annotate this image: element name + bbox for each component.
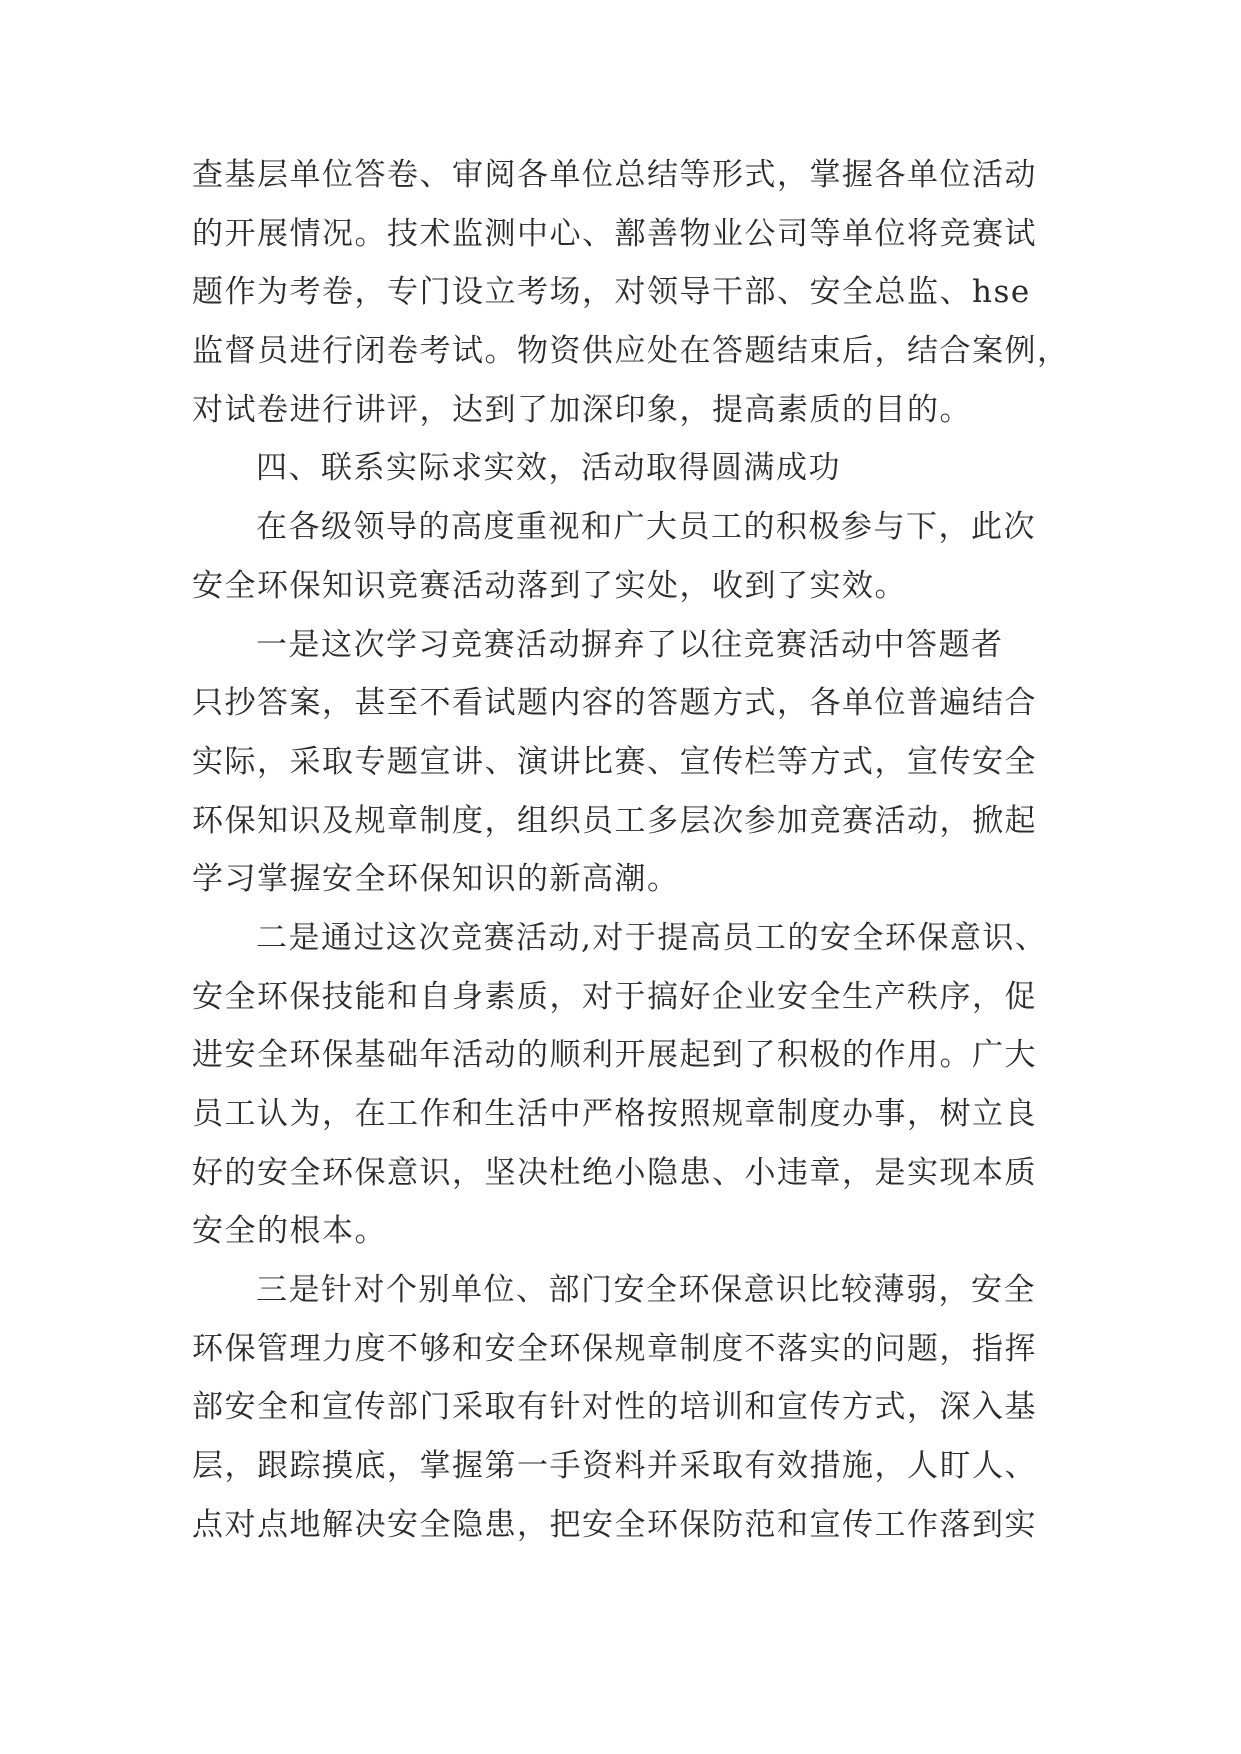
text-line: 安全的根本。	[192, 1213, 387, 1250]
text-line: 在各级领导的高度重视和广大员工的积极参与下，此次	[256, 509, 1036, 546]
text-line: 实际，采取专题宣讲、演讲比赛、宣传栏等方式，宣传安全	[192, 743, 1037, 780]
text-line: 监督员进行闭卷考试。物资供应处在答题结束后，结合案例，	[192, 333, 1070, 370]
text-line: 三是针对个别单位、部门安全环保意识比较薄弱，安全	[256, 1272, 1036, 1309]
text-line: 安全环保技能和自身素质，对于搞好企业安全生产秩序，促	[192, 978, 1037, 1015]
text-line: 环保管理力度不够和安全环保规章制度不落实的问题，指挥	[192, 1330, 1037, 1367]
text-line: 部安全和宣传部门采取有针对性的培训和宣传方式，深入基	[192, 1389, 1037, 1426]
text-line: 题作为考卷，专门设立考场，对领导干部、安全总监、hse	[192, 274, 1031, 311]
text-line: 一是这次学习竞赛活动摒弃了以往竞赛活动中答题者	[256, 626, 1004, 663]
text-line: 进安全环保基础年活动的顺利开展起到了积极的作用。广大	[192, 1037, 1037, 1074]
text-line: 环保知识及规章制度，组织员工多层次参加竞赛活动，掀起	[192, 802, 1037, 839]
text-line: 只抄答案，甚至不看试题内容的答题方式，各单位普遍结合	[192, 685, 1037, 722]
text-line: 二是通过这次竞赛活动,对于提高员工的安全环保意识、	[256, 919, 1048, 956]
text-line: 安全环保知识竞赛活动落到了实处，收到了实效。	[192, 567, 907, 604]
text-line: 对试卷进行讲评，达到了加深印象，提高素质的目的。	[192, 391, 972, 428]
text-line: 层，跟踪摸底，掌握第一手资料并采取有效措施，人盯人、	[192, 1448, 1037, 1485]
text-line: 学习掌握安全环保知识的新高潮。	[192, 861, 680, 898]
text-line: 员工认为，在工作和生活中严格按照规章制度办事，树立良	[192, 1096, 1037, 1132]
text-line: 好的安全环保意识，坚决杜绝小隐患、小违章，是实现本质	[192, 1154, 1037, 1191]
text-line: 点对点地解决安全隐患，把安全环保防范和宣传工作落到实	[192, 1506, 1037, 1543]
text-line: 查基层单位答卷、审阅各单位总结等形式，掌握各单位活动	[192, 157, 1037, 193]
text-line: 的开展情况。技术监测中心、鄯善物业公司等单位将竞赛试	[192, 215, 1037, 252]
document-body	[192, 146, 1070, 1555]
section-heading: 四、联系实际求实效，活动取得圆满成功	[256, 450, 841, 487]
